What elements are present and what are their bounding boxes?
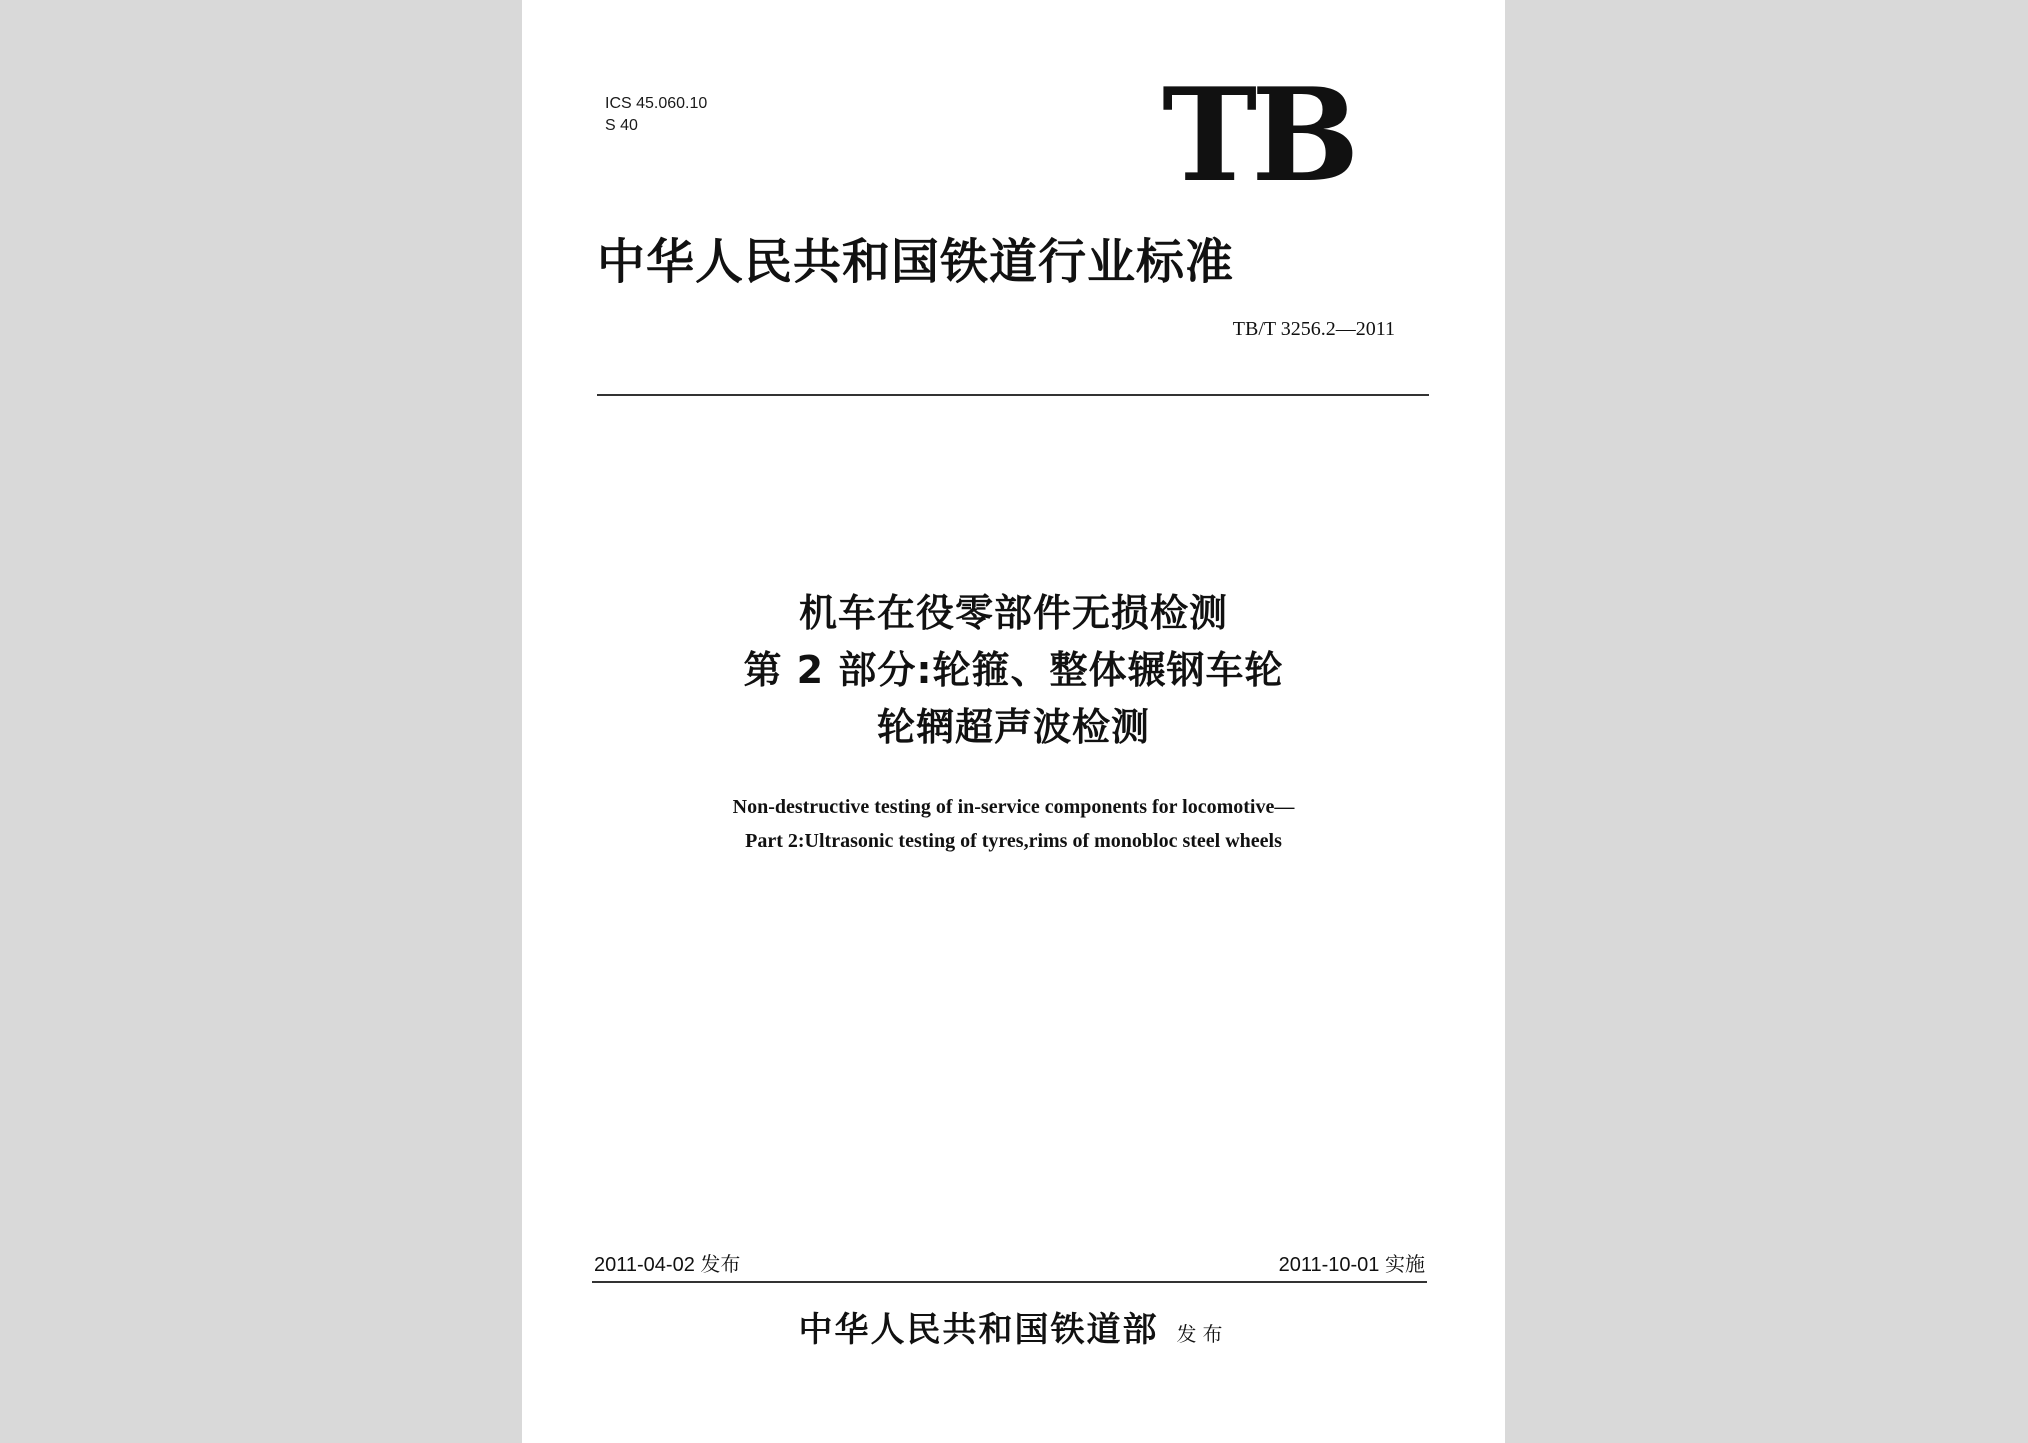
ics-code: ICS 45.060.10 <box>605 95 708 112</box>
publisher-name: 中华人民共和国铁道部 <box>798 1310 1159 1350</box>
footer-divider <box>592 1281 1427 1283</box>
issue-date-value: 2011-04-02 <box>594 1254 695 1276</box>
header-divider <box>597 394 1429 396</box>
publisher <box>522 1306 1505 1358</box>
standard-title: 中华人民共和国铁道行业标准 <box>597 234 1235 290</box>
chinese-title-line-1: 机车在役零部件无损检测 <box>798 591 1228 635</box>
chinese-title-line-2: 第 2 部分:轮箍、整体辗钢车轮 <box>743 648 1284 692</box>
implementation-date <box>1279 1252 1425 1278</box>
publisher-action: 发布 <box>1176 1322 1229 1346</box>
ccs-code: S 40 <box>605 117 638 134</box>
english-title-line-2: Part 2:Ultrasonic testing of tyres,rims of monobloc steel wheels <box>745 830 1282 852</box>
english-title <box>522 790 1505 858</box>
implementation-date-label: 实施 <box>1385 1254 1425 1276</box>
document-page <box>522 0 1505 1443</box>
chinese-title-line-3: 轮辋超声波检测 <box>876 705 1150 749</box>
classification-codes <box>605 93 707 137</box>
issue-date <box>594 1252 740 1278</box>
issue-date-label: 发布 <box>700 1254 741 1276</box>
standard-number: TB/T 3256.2—2011 <box>1232 318 1395 340</box>
implementation-date-value: 2011-10-01 <box>1278 1254 1380 1276</box>
tb-logo: TB <box>1162 61 1354 211</box>
chinese-title <box>522 585 1505 756</box>
english-title-line-1: Non-destructive testing of in-service components for locomotive— <box>732 796 1295 818</box>
